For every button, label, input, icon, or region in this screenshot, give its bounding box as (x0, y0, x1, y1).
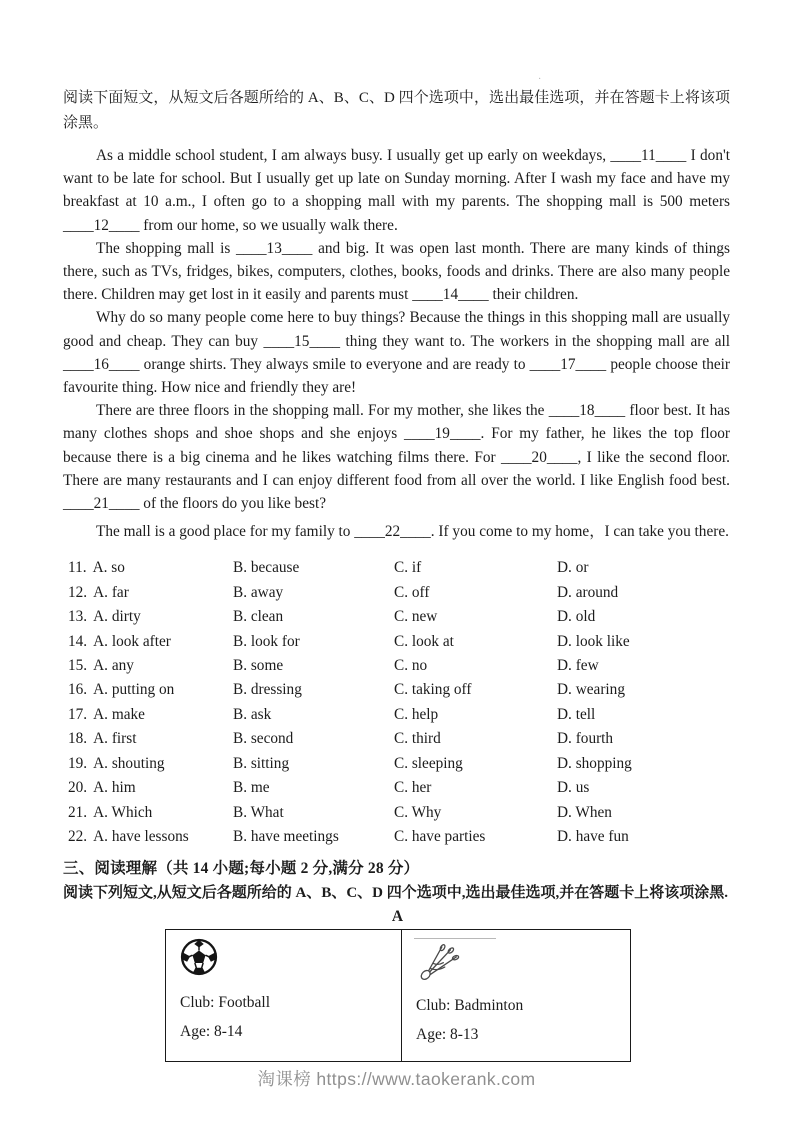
passage-paragraph-2: The shopping mall is ____13____ and big. It was open last month. There are many kinds of things there, such as TVs, fridges, bikes, computers, clothes, books, foods and drinks. There are also many people there. Children may get lost in it easily and parents must ____14____ their children. (63, 239, 730, 304)
option-b: B. dressing (233, 681, 302, 699)
question-number: 12. (68, 583, 88, 601)
question-number: 17. (68, 705, 88, 723)
option-d: D. or (557, 559, 589, 577)
option-d: D. have fun (557, 827, 629, 845)
question-number: 22. (68, 827, 88, 845)
question-number: 15. (68, 657, 88, 675)
cloze-passage (63, 144, 730, 543)
question-number: 14. (68, 632, 88, 650)
watermark-footer: 淘课榜 https://www.taokerank.com (257, 1069, 536, 1089)
scan-artifact-line (414, 938, 496, 939)
option-c: C. third (394, 730, 441, 748)
question-row-17 (63, 703, 730, 727)
question-row-13 (63, 605, 730, 629)
cloze-options-grid (63, 556, 730, 849)
option-a: 11. A. so (68, 556, 233, 580)
option-a: 19. A. shouting (68, 752, 233, 776)
table-row (166, 930, 631, 1062)
club-age: Age: 8-14 (180, 1023, 243, 1041)
option-d: D. look like (557, 632, 630, 650)
option-b: B. clean (233, 608, 284, 626)
option-a: 18. A. first (68, 727, 233, 751)
passage-paragraph-5: The mall is a good place for my family to ____22____. If you come to my home，I can take you there. (96, 523, 729, 541)
option-b: B. ask (233, 705, 272, 723)
question-row-21 (63, 801, 730, 825)
option-c: C. sleeping (394, 754, 463, 772)
option-a: 14. A. look after (68, 630, 233, 654)
club-name: Club: Badminton (416, 997, 524, 1015)
option-d: D. few (557, 657, 599, 675)
question-number: 16. (68, 681, 88, 699)
option-c: C. if (394, 559, 422, 577)
option-b: B. have meetings (233, 827, 339, 845)
option-b: B. look for (233, 632, 300, 650)
option-a: 20. A. him (68, 776, 233, 800)
option-b: B. sitting (233, 754, 290, 772)
option-a: 17. A. make (68, 703, 233, 727)
passage-paragraph-3: Why do so many people come here to buy things? Because the things in this shopping mall are usually good and cheap. They can buy ____15____ thing they want to. The workers in the shopping mall are all ____16____ orange shirts. They always smile to everyone and are ready to ____17____ people choose their favourite thing. How nice and friendly they are! (63, 309, 730, 397)
option-a: 16. A. putting on (68, 678, 233, 702)
question-row-15 (63, 654, 730, 678)
cloze-instruction: 阅读下面短文，从短文后各题所给的 A、B、C、D 四个选项中，选出最佳选项，并在答题卡上将该项涂黑。 (63, 90, 730, 131)
option-b: B. away (233, 583, 284, 601)
question-number: 20. (68, 779, 88, 797)
badminton-club-cell (402, 930, 631, 1062)
shuttlecock-icon (416, 941, 616, 985)
question-number: 21. (68, 803, 88, 821)
option-d: D. shopping (557, 754, 632, 772)
option-c: C. look at (394, 632, 454, 650)
option-d: D. fourth (557, 730, 614, 748)
option-c: C. have parties (394, 827, 486, 845)
passage-paragraph-1: As a middle school student, I am always busy. I usually get up early on weekdays, ____11____ I don't want to be late for school. But I usually get up late on Sunday morning. After I wash my face and have my breakfast at 10 a.m., I often go to a shopping mall with my parents. The shopping mall is 500 meters ____12____ from our home, so we usually walk there. (63, 147, 730, 234)
passage-paragraph-4: There are three floors in the shopping mall. For my mother, she likes the ____18____ floor best. It has many clothes shops and shoe shops and she enjoys ____19____. For my father, he likes the top floor because there is a big cinema and he likes watching films there. For ____20____, I like the second floor. There are many restaurants and I can enjoy different food from all over the world. I like English food best. ____21____ of the floors do you like best? (63, 402, 730, 513)
option-b: B. me (233, 779, 270, 797)
option-a: 21. A. Which (68, 801, 233, 825)
option-d: D. around (557, 583, 619, 601)
option-b: B. second (233, 730, 294, 748)
question-number: 11. (68, 559, 87, 577)
club-age: Age: 8-13 (416, 1026, 479, 1044)
option-d: D. us (557, 779, 590, 797)
question-row-14 (63, 630, 730, 654)
question-row-20 (63, 776, 730, 800)
section-heading-reading: 三、阅读理解（共 14 小题;每小题 2 分,满分 28 分） (63, 860, 420, 878)
option-c: C. Why (394, 803, 442, 821)
option-c: C. taking off (394, 681, 472, 699)
question-row-19 (63, 752, 730, 776)
question-row-16 (63, 678, 730, 702)
option-d: D. When (557, 803, 612, 821)
option-b: B. because (233, 559, 300, 577)
question-number: 18. (68, 730, 88, 748)
football-club-cell (166, 930, 402, 1062)
option-c: C. her (394, 779, 432, 797)
option-d: D. old (557, 608, 596, 626)
question-row-18 (63, 727, 730, 751)
option-c: C. new (394, 608, 438, 626)
option-a: 12. A. far (68, 581, 233, 605)
question-row-11 (63, 556, 730, 580)
scan-artifact-dot: · (538, 74, 542, 85)
clubs-table (165, 929, 631, 1062)
option-c: C. no (394, 657, 428, 675)
question-row-22 (63, 825, 730, 849)
option-d: D. wearing (557, 681, 625, 699)
question-number: 19. (68, 754, 88, 772)
option-a: 22. A. have lessons (68, 825, 233, 849)
question-number: 13. (68, 608, 88, 626)
option-d: D. tell (557, 705, 596, 723)
option-a: 15. A. any (68, 654, 233, 678)
club-name: Club: Football (180, 994, 270, 1012)
soccer-ball-icon (180, 938, 387, 982)
passage-label-a: A (391, 908, 404, 926)
option-a: 13. A. dirty (68, 605, 233, 629)
option-c: C. off (394, 583, 430, 601)
reading-instruction: 阅读下列短文,从短文后各题所给的 A、B、C、D 四个选项中,选出最佳选项,并在答题卡上将该项涂黑. (63, 885, 729, 902)
question-row-12 (63, 581, 730, 605)
option-b: B. some (233, 657, 284, 675)
option-c: C. help (394, 705, 439, 723)
option-b: B. What (233, 803, 284, 821)
